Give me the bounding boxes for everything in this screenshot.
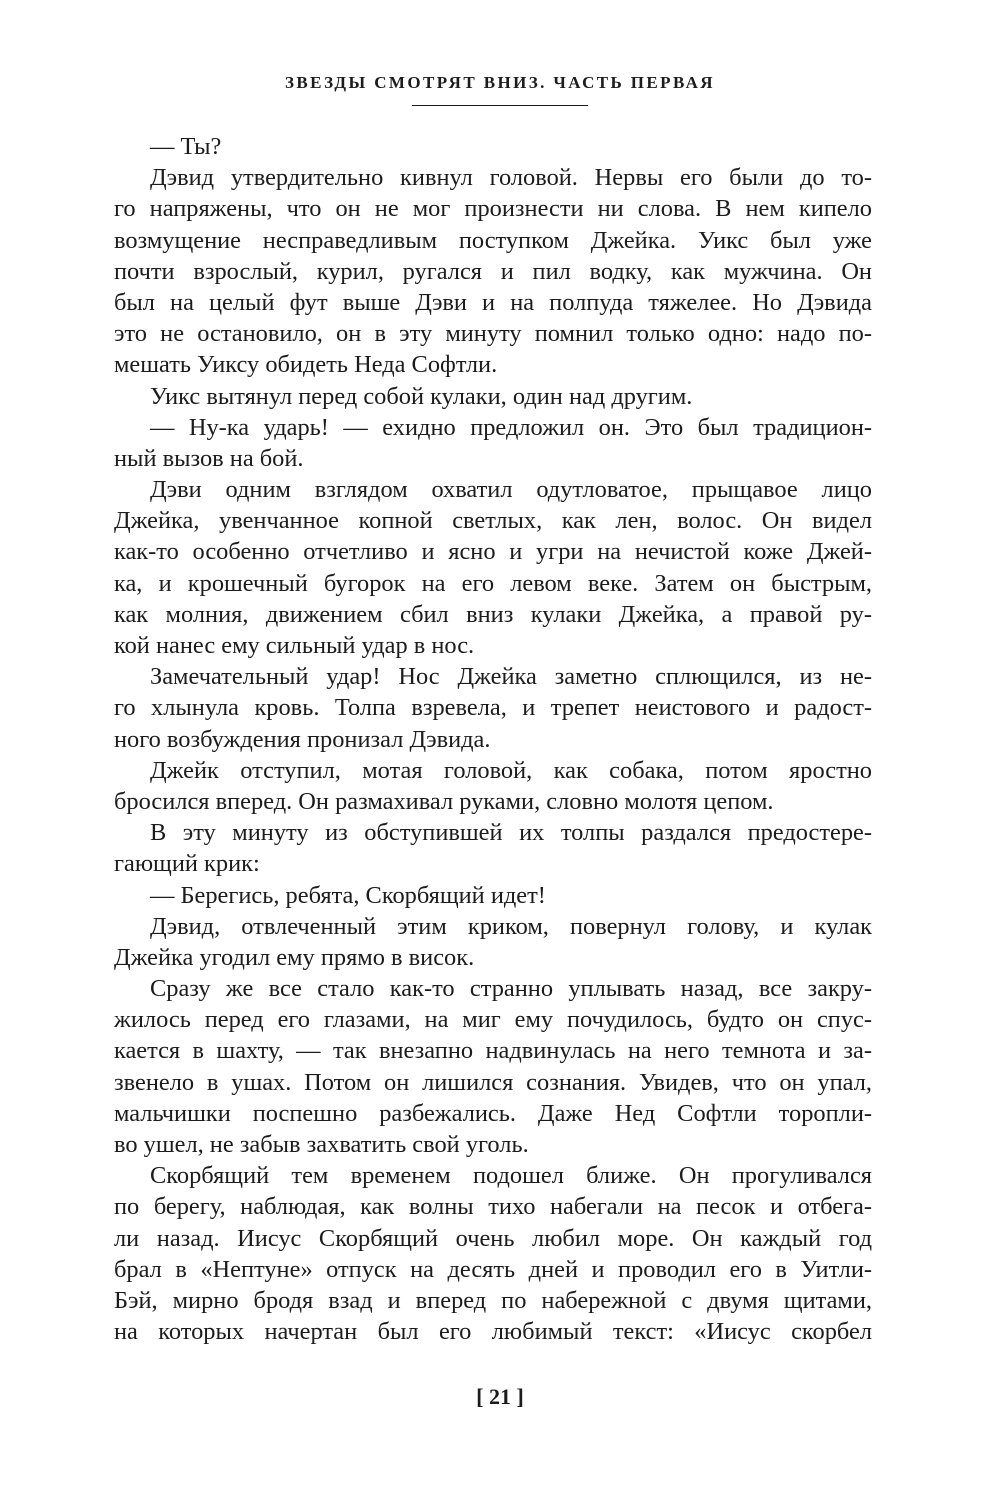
text-line: на которых начертан был его любимый текст: «Иисус скорбел: [114, 1318, 872, 1346]
text-line: Замечательный удар! Нос Джейка заметно сплющился, из не-: [150, 663, 872, 691]
body-text: [114, 131, 872, 1347]
text-line: го хлынула кровь. Толпа взревела, и трепет неистового и радост-: [114, 694, 872, 722]
running-header: ЗВЕЗДЫ СМОТРЯТ ВНИЗ. ЧАСТЬ ПЕРВАЯ: [285, 73, 715, 92]
text-line: во ушел, не забыв захватить свой уголь.: [114, 1131, 529, 1158]
text-line: звенело в ушах. Потом он лишился сознания. Увидев, что он упал,: [114, 1068, 872, 1096]
text-line: Скорбящий тем временем подошел ближе. Он прогуливался: [150, 1162, 872, 1190]
text-line: Уикс вытянул перед собой кулаки, один над другим.: [150, 382, 693, 410]
text-line: го напряжены, что он не мог произнести ни слова. В нем кипело: [114, 195, 872, 223]
text-line: гающий крик:: [114, 850, 260, 878]
text-line: почти взрослый, курил, ругался и пил водку, как мужчина. Он: [114, 257, 872, 285]
text-line: кается в шахту, — так внезапно надвинулась на него темнота и за-: [114, 1037, 872, 1065]
text-line: Дэвид, отвлеченный этим криком, повернул голову, и кулак: [150, 912, 872, 940]
text-line: по берегу, наблюдая, как волны тихо набегали на песок и отбега-: [114, 1193, 872, 1221]
text-line: брал в «Нептуне» отпуск на десять дней и проводил его в Уитли-: [114, 1255, 872, 1283]
text-line: Джейка, увенчанное копной светлых, как лен, волос. Он видел: [114, 507, 872, 535]
text-line: мешать Уиксу обидеть Неда Софтли.: [114, 351, 498, 379]
text-line: ли назад. Иисус Скорбящий очень любил море. Он каждый год: [114, 1224, 872, 1252]
text-line: ка, и крошечный бугорок на его левом веке. Затем он быстрым,: [114, 569, 872, 597]
text-line: возмущение несправедливым поступком Джейка. Уикс был уже: [114, 226, 872, 254]
header-rule: [412, 105, 588, 106]
text-line: В эту минуту из обступившей их толпы раздался предостере-: [150, 819, 872, 847]
text-line: это не остановило, он в эту минуту помнил только одно: надо по-: [114, 320, 872, 348]
text-line: Дэвид утвердительно кивнул головой. Нервы его были до то-: [150, 164, 872, 192]
text-line: Бэй, мирно бродя взад и вперед по набережной с двумя щитами,: [114, 1286, 872, 1314]
text-line: кой нанес ему сильный удар в нос.: [114, 632, 475, 659]
text-line: мальчишки поспешно разбежались. Даже Нед Софтли торопли-: [114, 1099, 872, 1127]
text-line: как-то особенно отчетливо и ясно и угри на нечистой коже Джей-: [114, 538, 872, 566]
text-line: — Берегись, ребята, Скорбящий идет!: [150, 881, 546, 909]
text-line: Джейк отступил, мотая головой, как собака, потом яростно: [150, 756, 872, 784]
text-line: — Ну-ка ударь! — ехидно предложил он. Это был традицион-: [150, 413, 872, 441]
text-line: Сразу же все стало как-то странно уплывать назад, все закру-: [150, 975, 872, 1003]
text-line: бросился вперед. Он размахивал руками, словно молотя цепом.: [114, 787, 774, 815]
text-line: был на целый фут выше Дэви и на полпуда тяжелее. Но Дэвида: [114, 288, 872, 316]
text-line: — Ты?: [150, 133, 222, 160]
page-number: [ 21 ]: [476, 1384, 524, 1409]
text-line: ного возбуждения пронизал Дэвида.: [114, 725, 491, 753]
text-line: Дэви одним взглядом охватил одутловатое, прыщавое лицо: [150, 476, 872, 504]
text-line: жилось перед его глазами, на миг ему почудилось, будто он спус-: [114, 1006, 872, 1034]
text-line: Джейка угодил ему прямо в висок.: [114, 943, 475, 971]
text-line: как молния, движением сбил вниз кулаки Джейка, а правой ру-: [114, 600, 872, 628]
text-line: ный вызов на бой.: [114, 444, 304, 472]
